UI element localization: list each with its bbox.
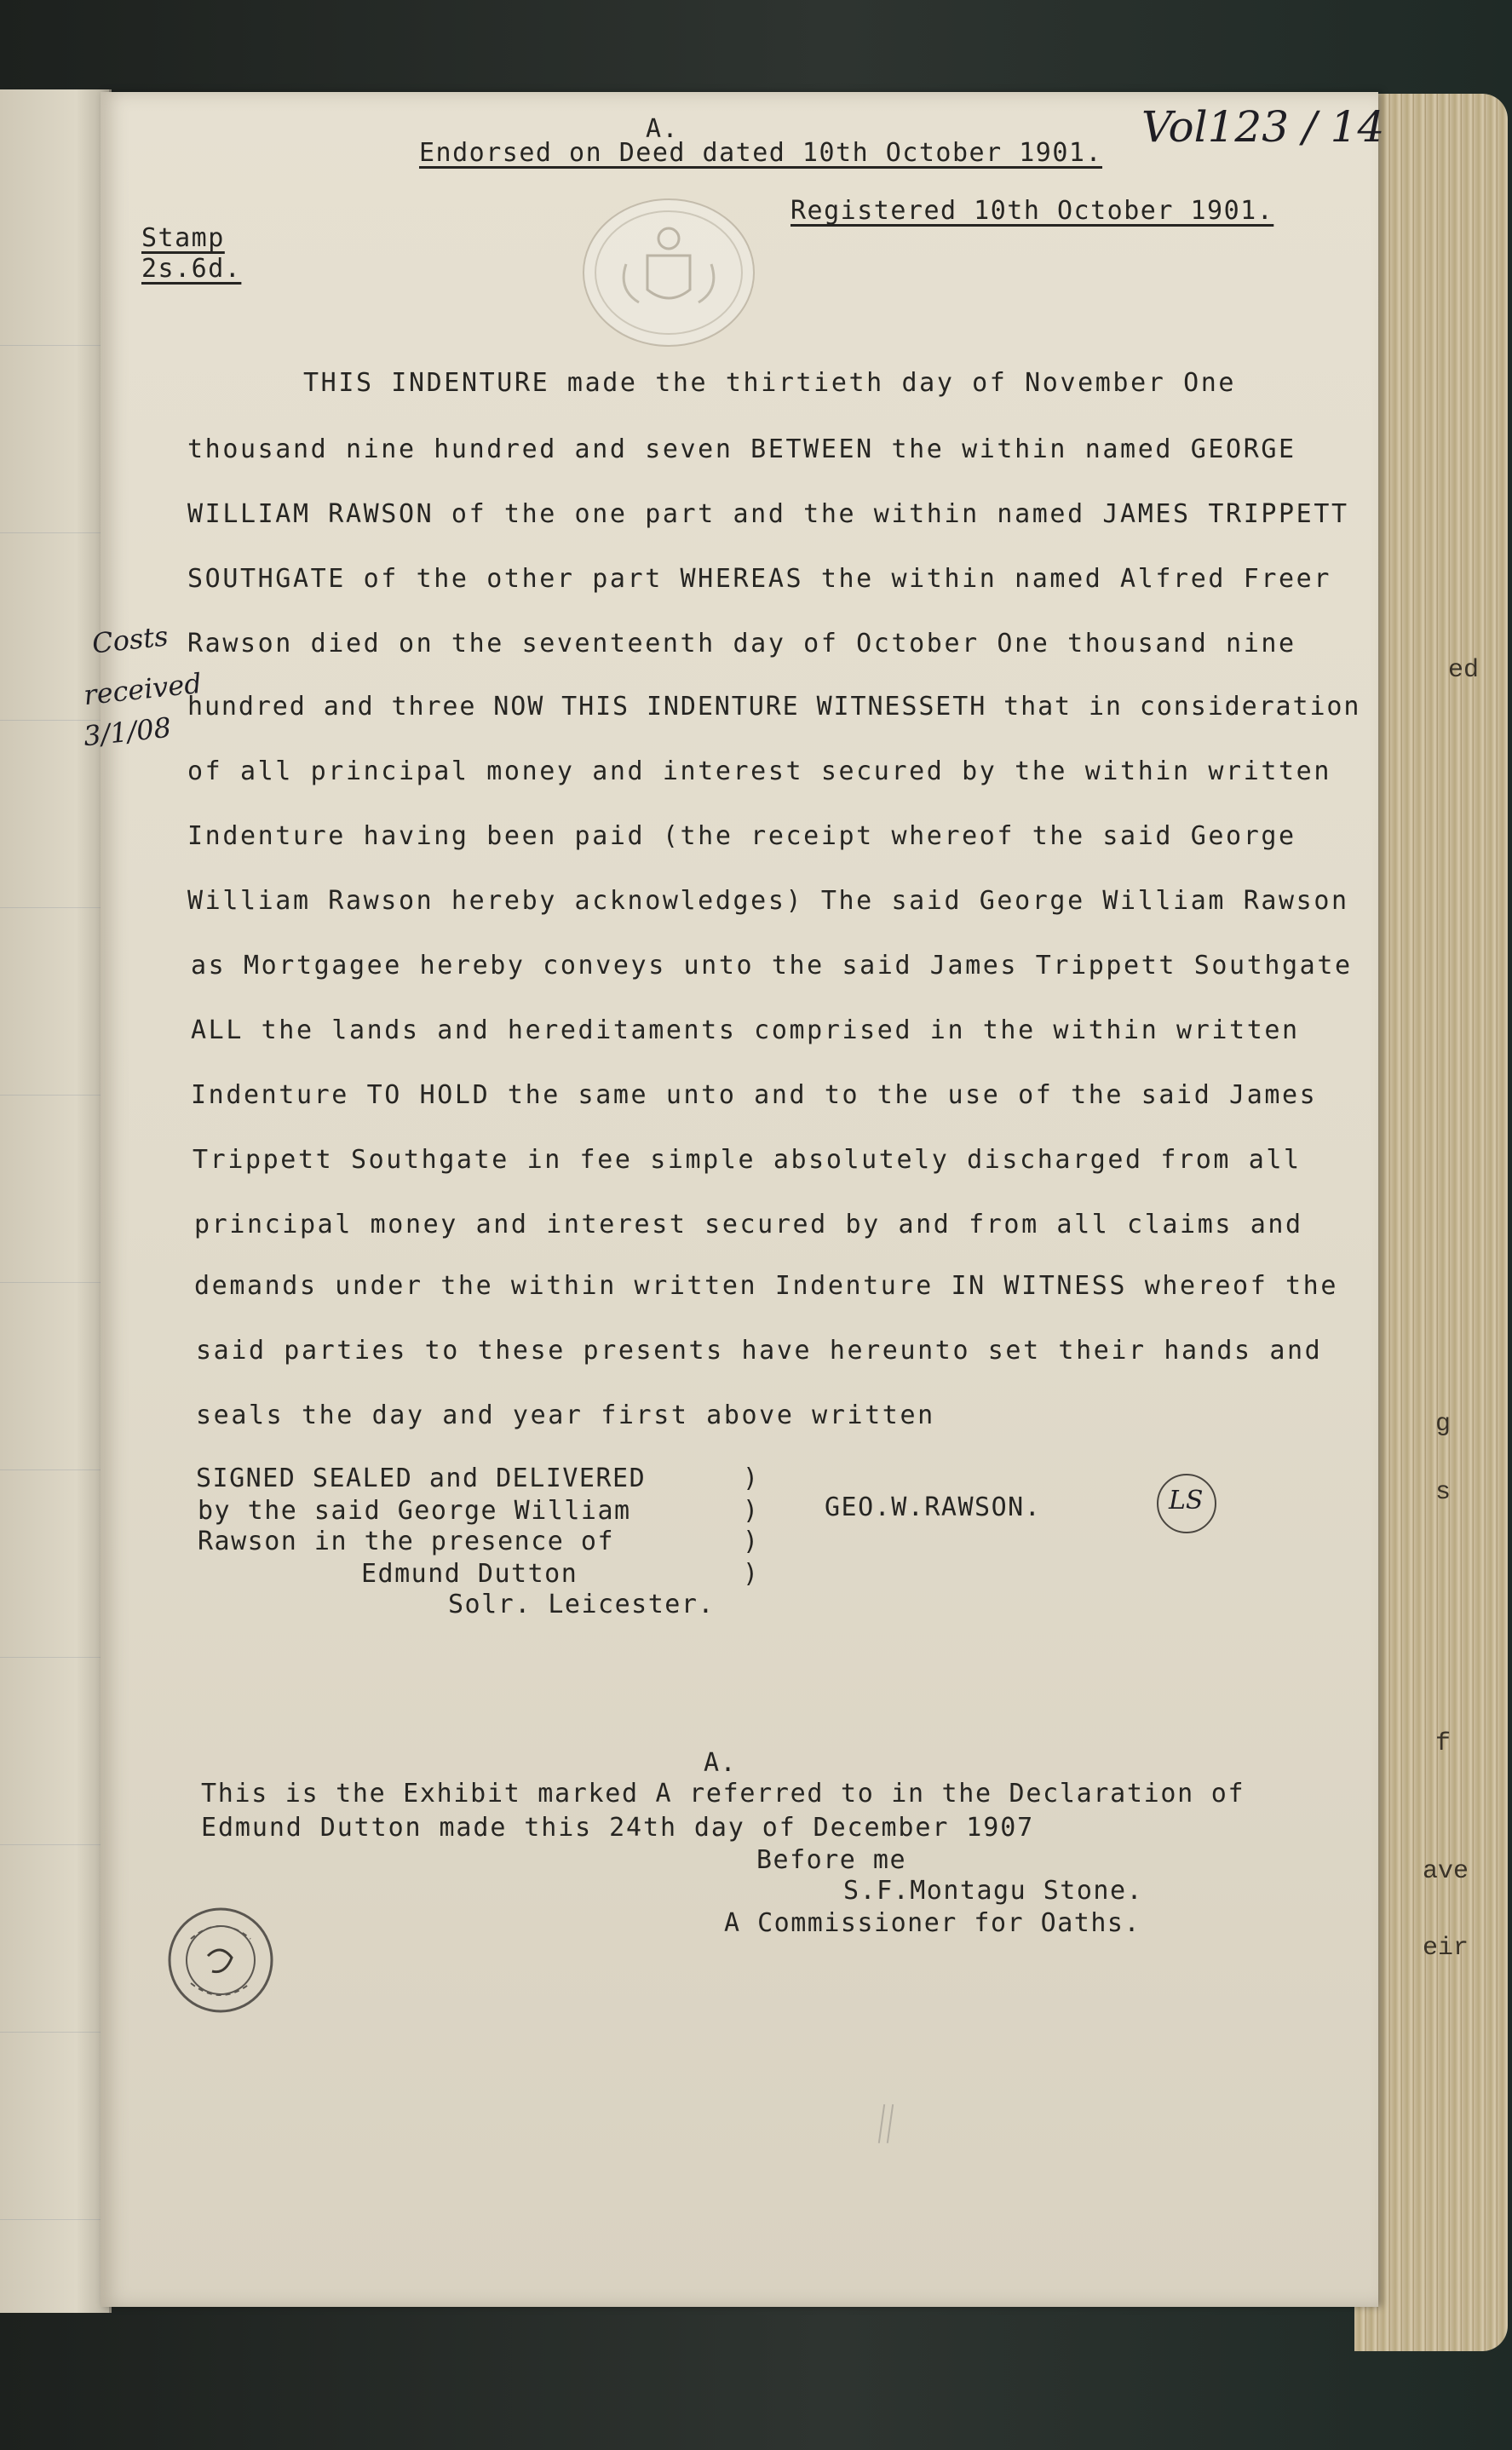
seal-mark: LS: [1169, 1486, 1204, 1515]
exhibit-letter: A.: [704, 1748, 738, 1778]
attestation-line: SIGNED SEALED and DELIVERED: [196, 1464, 647, 1493]
commissioner-title: A Commissioner for Oaths.: [724, 1908, 1141, 1938]
registered-line: Registered 10th October 1901.: [790, 196, 1274, 226]
edge-fragment: s: [1435, 1478, 1452, 1507]
body-line: seals the day and year first above written: [196, 1400, 935, 1430]
body-line: thousand nine hundred and seven BETWEEN the within named GEORGE: [187, 434, 1296, 464]
body-line: SOUTHGATE of the other part WHEREAS the within named Alfred Freer: [187, 564, 1331, 594]
margin-note-line: 3/1/08: [82, 710, 173, 753]
brace-mark: ): [743, 1496, 760, 1526]
brace-mark: ): [743, 1464, 760, 1493]
body-line: demands under the within written Indenture IN WITNESS whereof the: [194, 1271, 1338, 1301]
edge-fragment: ave: [1423, 1857, 1469, 1886]
stamp-label: Stamp: [141, 223, 225, 253]
exhibit-line: This is the Exhibit marked A referred to in the Declaration of: [201, 1779, 1245, 1809]
attestation-line: by the said George William: [198, 1496, 631, 1526]
body-line: Rawson died on the seventeenth day of October One thousand nine: [187, 629, 1296, 659]
body-line: as Mortgagee hereby conveys unto the said James Trippett Southgate: [191, 951, 1353, 981]
exhibit-line: Before me: [756, 1845, 907, 1875]
body-line: said parties to these presents have hereunto set their hands and: [196, 1336, 1323, 1366]
body-line: of all principal money and interest secured by the within written: [187, 756, 1331, 786]
attestation-line: Rawson in the presence of: [198, 1527, 615, 1556]
body-line: WILLIAM RAWSON of the one part and the within named JAMES TRIPPETT: [187, 499, 1349, 529]
attestation-witness-address: Solr. Leicester.: [448, 1590, 715, 1619]
seal-circle: [1157, 1474, 1216, 1533]
body-line: THIS INDENTURE made the thirtieth day of November One: [303, 368, 1237, 398]
land-registry-stamp-icon: [165, 1905, 276, 2016]
volume-reference: Vol123 / 14: [1141, 102, 1385, 152]
edge-fragment: g: [1435, 1410, 1452, 1439]
attestation-witness: Edmund Dutton: [361, 1559, 578, 1589]
exhibit-line: Edmund Dutton made this 24th day of December 1907: [201, 1813, 1035, 1843]
stamp-value: 2s.6d.: [141, 254, 242, 284]
left-facing-page: [0, 89, 112, 2313]
body-line: ALL the lands and hereditaments comprised in the within written: [191, 1015, 1300, 1045]
brace-mark: ): [743, 1527, 760, 1556]
body-line: Indenture TO HOLD the same unto and to the use of the said James: [191, 1080, 1318, 1110]
embossed-arms-icon: [579, 196, 758, 349]
document-page: [101, 92, 1378, 2307]
edge-fragment: ed: [1448, 656, 1480, 685]
brace-mark: ): [743, 1559, 760, 1589]
commissioner-name: S.F.Montagu Stone.: [843, 1876, 1144, 1906]
header-letter: A.: [646, 114, 680, 144]
body-line: Indenture having been paid (the receipt whereof the said George: [187, 821, 1296, 851]
body-line: principal money and interest secured by and from all claims and: [194, 1210, 1303, 1239]
edge-fragment: f: [1435, 1729, 1452, 1758]
body-line: William Rawson hereby acknowledges) The said George William Rawson: [187, 886, 1349, 916]
margin-note-line: Costs: [90, 619, 170, 660]
endorsed-line: Endorsed on Deed dated 10th October 1901.: [419, 138, 1103, 168]
margin-note-line: received: [82, 666, 204, 712]
body-line: Trippett Southgate in fee simple absolutely discharged from all: [193, 1145, 1302, 1175]
body-line: hundred and three NOW THIS INDENTURE WITNESSETH that in consideration: [187, 692, 1361, 722]
signatory-name: GEO.W.RAWSON.: [825, 1492, 1042, 1522]
edge-fragment: eir: [1423, 1934, 1469, 1963]
